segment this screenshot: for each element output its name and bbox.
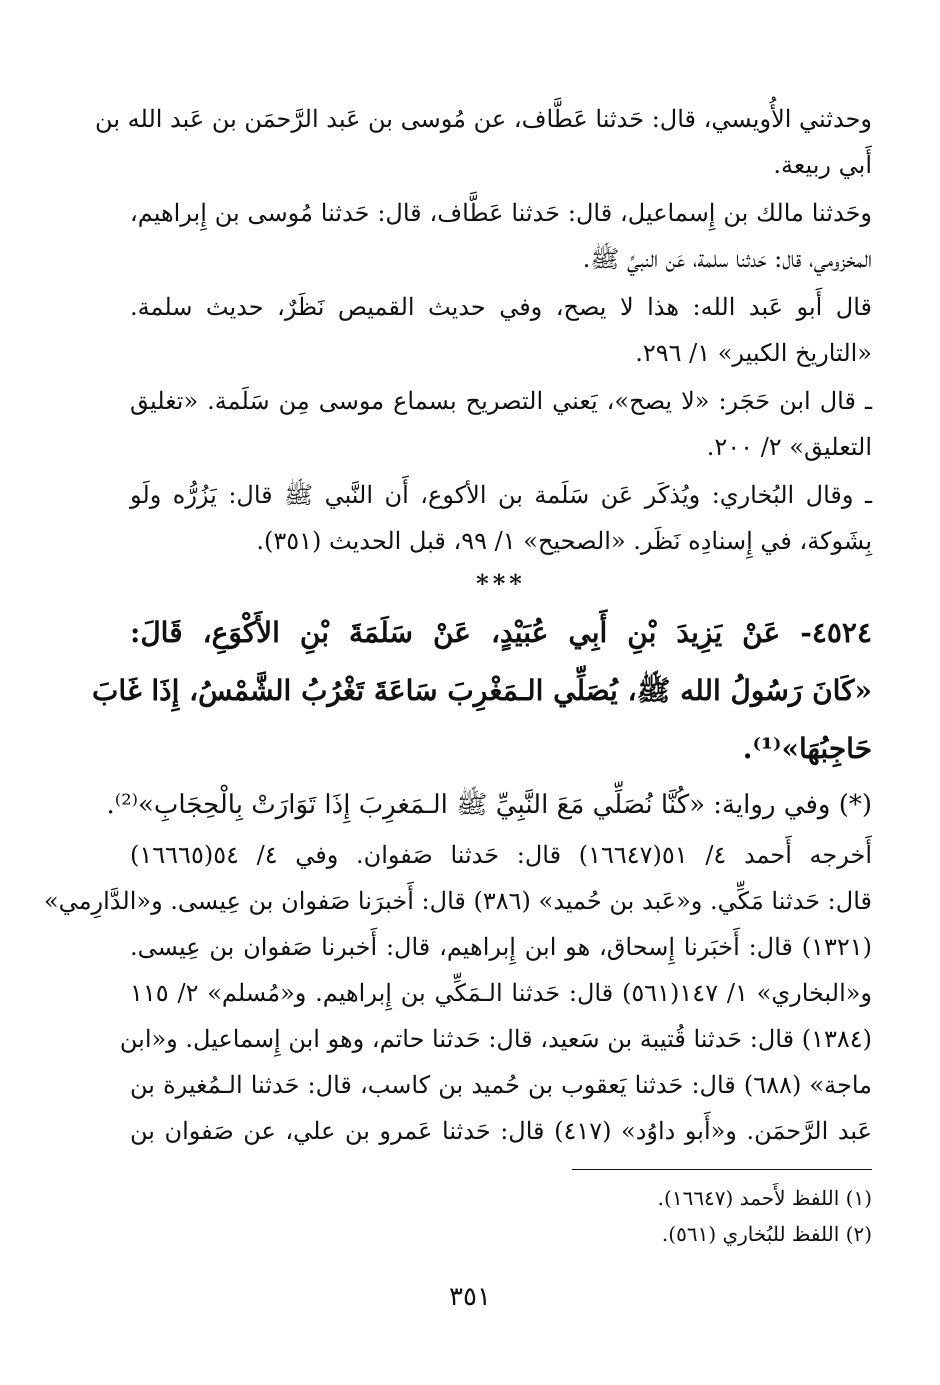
page-number: ٣٥١ [449, 1282, 491, 1312]
footnote-divider [572, 1169, 872, 1170]
hadith-heading: ٤٥٢٤- عَنْ يَزِيدَ بْنِ أَبِي عُبَيْدٍ، عَنْ سَلَمَةَ بْنِ الأَكْوَعِ، قَالَ: [130, 616, 872, 649]
takhrij-line: قال: حَدثنا مَكِّي. و«عَبد بن حُميد» (٣٨٦) قال: أَخبرَنا صَفوان بن عِيسى. و«الدَّارِمي» [44, 887, 872, 915]
text-line: بِشَوكة، في إِسنادِه نَظَر. «الصحيح» ١/ ٩٩، قبل الحديث (٣٥١). [256, 527, 872, 555]
text-line: «التاريخ الكبير» ١/ ٢٩٦. [635, 339, 872, 367]
text-line: المخزومي، قال: حَدثنا سلمة، عَن النبيِّ ﷺ. [582, 245, 872, 273]
footnote: (٢) اللفظ للبُخاري (٥٦١). [661, 1222, 872, 1246]
hadith-text: حَاجِبُهَا»⁽¹⁾. [742, 732, 872, 765]
takhrij-line: ماجة» (٦٨٨) قال: حَدثنا يَعقوب بن حُميد بن كاسب، قال: حَدثنا الـمُغيرة بن [130, 1071, 872, 1099]
takhrij-line: عَبد الرَّحمَن. و«أَبو داوُد» (٤١٧) قال: حَدثنا عَمرو بن علي، عن صَفوان بن [130, 1117, 872, 1145]
text-line: قال أَبو عَبد الله: هذا لا يصح، وفي حديث القميص نَظَرٌ، حديث سلمة. [130, 293, 872, 321]
text-line: ـ وقال البُخاري: ويُذكَر عَن سَلَمة بن الأكوع، أَن النَّبي ﷺ قال: يَزُرُّه ولَو [130, 481, 872, 509]
text-line: وحدثني الأُويسي، قال: حَدثنا عَطَّاف، عن مُوسى بن عَبد الرَّحمَن بن عَبد الله بن [95, 105, 872, 133]
takhrij-line: (١٣٢١) قال: أَخبَرنا إِسحاق، هو ابن إِبراهيم، قال: أَخبرنا صَفوان بن عِيسى. [130, 933, 872, 961]
section-separator: *** [476, 569, 526, 598]
takhrij-line: أَخرجه أَحمد ٤/ ٥١(١٦٦٤٧) قال: حَدثنا صَفوان. وفي ٤/ ٥٤(١٦٦٦٥) [130, 841, 873, 869]
hadith-text: «كَانَ رَسُولُ الله ﷺ، يُصَلِّي الـمَغْرِبَ سَاعَةَ تَغْرُبُ الشَّمْسُ، إِذَا غَابَ [92, 674, 872, 707]
footnotes [470, 1180, 872, 1252]
hadith-narration: (*) وفي رواية: «كُنَّا نُصَلِّي مَعَ النَّبِيِّ ﷺ الـمَغرِبَ إِذَا تَوَارَتْ بِالْحِجَابِ»⁽²⁾. [106, 790, 872, 820]
takhrij-line: (١٣٨٤) قال: حَدثنا قُتيبة بن سَعيد، قال: حَدثنا حاتم، وهو ابن إِسماعيل. و«ابن [119, 1025, 872, 1053]
takhrij-line: و«البخاري» ١/ ١٤٧(٥٦١) قال: حَدثنا الـمَكِّي بن إِبراهيم. و«مُسلم» ٢/ ١١٥ [130, 979, 873, 1007]
page-body [44, 96, 873, 1154]
text-line: أَبي ربيعة. [773, 151, 872, 179]
text-line: وحَدثنا مالك بن إِسماعيل، قال: حَدثنا عَطَّاف، قال: حَدثنا مُوسى بن إِبراهيم، [130, 199, 872, 227]
footnote: (١) اللفظ لأَحمد (١٦٦٤٧). [657, 1186, 872, 1210]
text-line: التعليق» ٢/ ٢٠٠. [706, 433, 872, 461]
text-line: ـ قال ابن حَجَر: «لا يصح»، يَعني التصريح بسماع موسى مِن سَلَمة. «تغليق [130, 387, 872, 415]
